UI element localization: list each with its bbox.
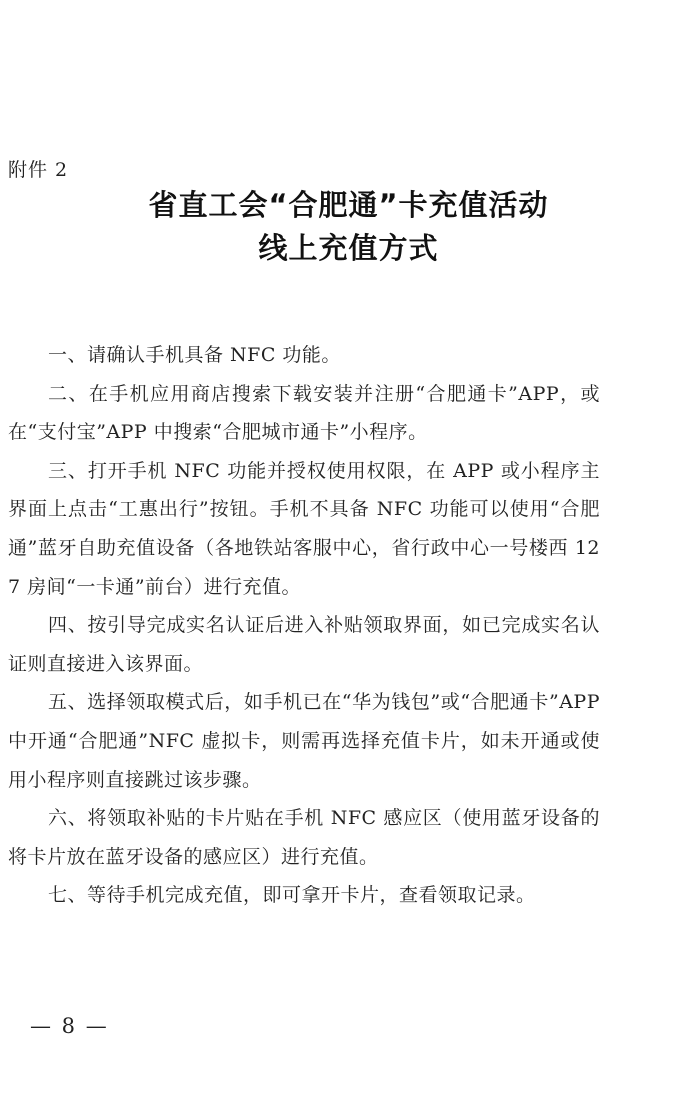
document-body [8, 336, 600, 915]
document-title-line-1: 省直工会“合肥通”卡充值活动 [148, 188, 549, 222]
paragraph-step-1: 一、请确认手机具备 NFC 功能。 [48, 344, 341, 366]
paragraph-step-5: 五、选择领取模式后，如手机已在“华为钱包”或“合肥通卡”APP 中开通“合肥通”NFC 虚拟卡，则需再选择充值卡片，如未开通或使用小程序则直接跳过该步骤。 [8, 691, 600, 791]
paragraph-step-4: 四、按引导完成实名认证后进入补贴领取界面，如已完成实名认证则直接进入该界面。 [8, 614, 600, 675]
paragraph-step-6: 六、将领取补贴的卡片贴在手机 NFC 感应区（使用蓝牙设备的将卡片放在蓝牙设备的感应区）进行充值。 [8, 807, 600, 868]
paragraph-step-7: 七、等待手机完成充值，即可拿开卡片，查看领取记录。 [48, 884, 536, 907]
attachment-label: 附件 2 [8, 159, 69, 181]
paragraph-step-2: 二、在手机应用商店搜索下载安装并注册“合肥通卡”APP，或在“支付宝”APP 中搜索“合肥城市通卡”小程序。 [8, 382, 600, 444]
page-number: — 8 — [30, 1014, 109, 1038]
paragraph-step-3: 三、打开手机 NFC 功能并授权使用权限，在 APP 或小程序主界面上点击“工惠出行”按钮。手机不具备 NFC 功能可以使用“合肥通”蓝牙自助充值设备（各地铁站客服中心，省行政中心一号楼西 127 房间“一卡通”前台）进行充值。 [8, 459, 600, 598]
document-title-line-2: 线上充值方式 [258, 231, 439, 265]
